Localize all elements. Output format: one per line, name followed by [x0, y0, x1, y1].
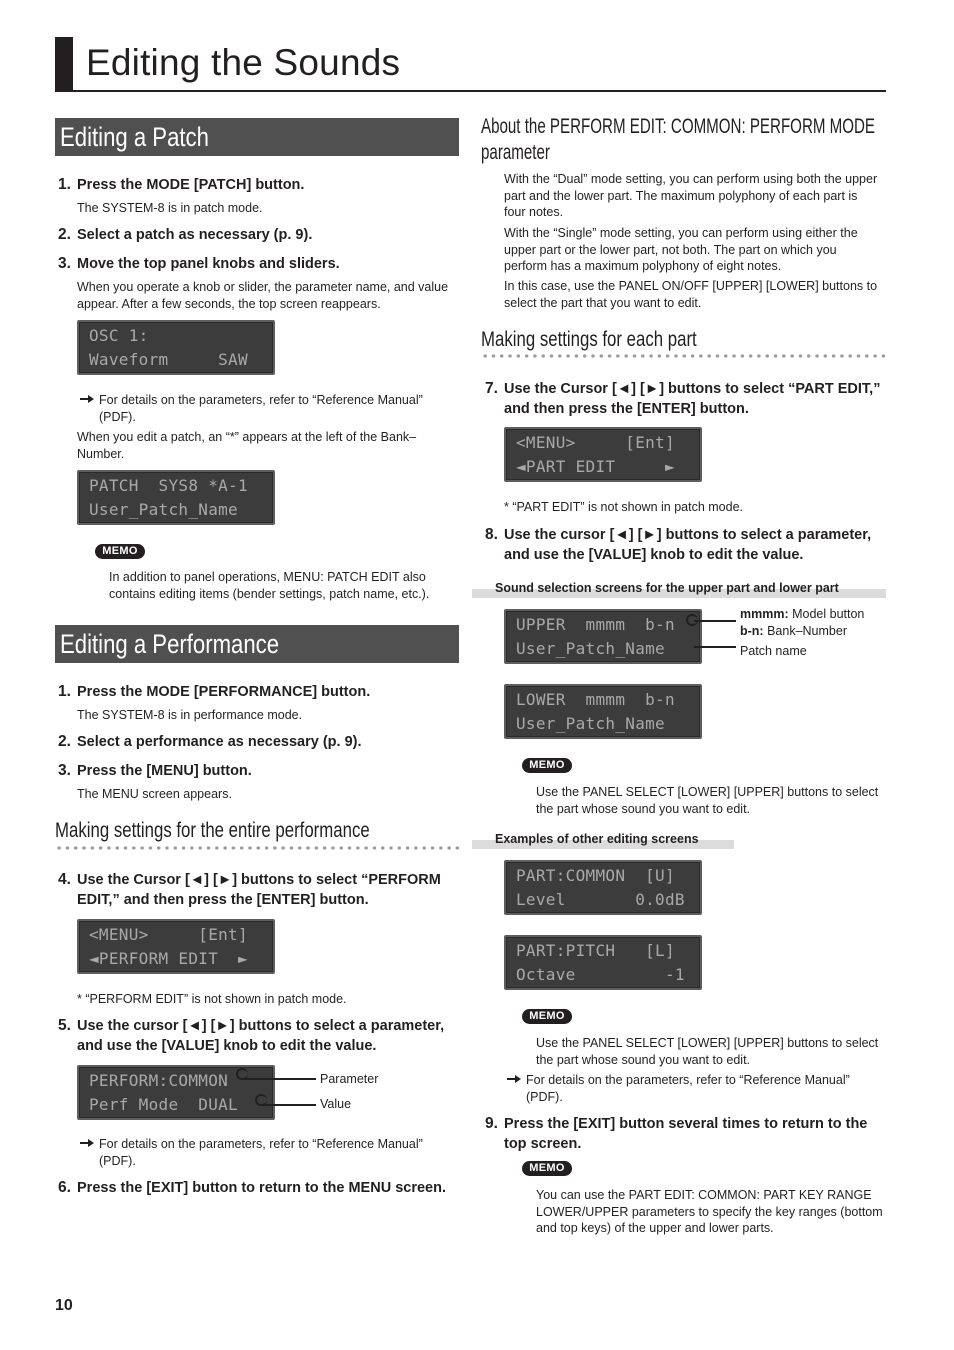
step-2-patch: 2. Select a patch as necessary (p. 9). [58, 226, 313, 243]
part-edit-footnote: * “PART EDIT” is not shown in patch mode. [504, 500, 743, 514]
reference-manual-note-part: For details on the parameters, refer to “Reference Manual” (PDF). [526, 1073, 850, 1104]
lcd-part-common [504, 860, 702, 915]
about-perform-mode-header-line2: parameter [481, 141, 550, 164]
panel-on-off-paragraph: In this case, use the PANEL ON/OFF [UPPER] [LOWER] buttons to select the part that you want to edit. [504, 279, 878, 310]
section-header-editing-performance: Editing a Performance [55, 625, 459, 663]
lcd-lower-part [504, 684, 702, 739]
lcd-line-1: LOWER mmmm b-n [516, 690, 675, 709]
lcd-line-2: User_Patch_Name [516, 639, 665, 658]
lcd-menu-perform-edit [77, 919, 275, 974]
memo-key-range: You can use the PART EDIT: COMMON: PART KEY RANGE LOWER/UPPER parameters to specify the key ranges (bottom and top keys) of the upper and lower parts. [536, 1188, 883, 1235]
memo-panel-select-1: Use the PANEL SELECT [LOWER] [UPPER] buttons to select the part whose sound you want to edit. [536, 785, 879, 816]
memo-badge: MEMO [522, 1009, 572, 1024]
callout-model-button: mmmm: Model button [740, 607, 865, 621]
single-mode-paragraph: With the “Single” mode setting, you can perform using either the upper part or the lower part, not both. The part on which you perform has a maximum polyphony of eight notes. [504, 226, 858, 273]
lcd-line-1: PART:COMMON [U] [516, 866, 675, 885]
reference-manual-note-performance: For details on the parameters, refer to “Reference Manual” (PDF). [99, 1137, 423, 1168]
memo-badge: MEMO [95, 544, 145, 559]
sub-header-entire-performance: Making settings for the entire performance [55, 819, 370, 842]
step-9-part: 9. Press the [EXIT] button several times to return to the top screen. [485, 1115, 868, 1152]
lcd-line-1: UPPER mmmm b-n [516, 615, 675, 634]
lcd-patch-name [77, 470, 275, 525]
lcd-line-1: PART:PITCH [L] [516, 941, 675, 960]
lcd-line-2: User_Patch_Name [516, 714, 665, 733]
lcd-line-1: <MENU> [Ent] [89, 925, 248, 944]
step-7-part: 7. Use the Cursor [◄] [►] buttons to select “PART EDIT,” and then press the [ENTER] button. [485, 380, 881, 417]
step-1-performance-note: The SYSTEM-8 is in performance mode. [77, 708, 303, 722]
dotted-rule [55, 846, 459, 850]
step-8-part: 8. Use the cursor [◄] [►] buttons to select a parameter, and use the [VALUE] knob to edit the value. [485, 526, 872, 563]
memo-patch-edit: In addition to panel operations, MENU: PATCH EDIT also contains editing items (bender settings, patch name, etc.). [109, 570, 430, 601]
step-3-performance: 3. Press the [MENU] button. [58, 762, 252, 779]
lcd-line-2: ◄PART EDIT ► [516, 457, 675, 476]
memo-panel-select-2: Use the PANEL SELECT [LOWER] [UPPER] buttons to select the part whose sound you want to edit. [536, 1036, 879, 1067]
lcd-menu-part-edit [504, 427, 702, 482]
callout-bank-number: b-n: Bank–Number [740, 624, 847, 638]
reference-manual-note-patch: For details on the parameters, refer to “Reference Manual” (PDF). [99, 393, 423, 424]
page-number: 10 [55, 1297, 73, 1314]
right-arrow-icon [80, 1138, 94, 1148]
callout-line [694, 646, 736, 648]
step-3-performance-note: The MENU screen appears. [77, 787, 232, 801]
right-arrow-icon [80, 394, 94, 404]
title-bar-marker [55, 37, 73, 91]
memo-badge: MEMO [522, 1161, 572, 1176]
callout-line [694, 620, 736, 622]
callout-line [263, 1104, 316, 1106]
sub-header-each-part: Making settings for each part [481, 328, 697, 351]
title-rule [55, 90, 886, 92]
lcd-upper-part [504, 609, 702, 664]
page-title: Editing the Sounds [86, 42, 401, 83]
perform-edit-footnote: * “PERFORM EDIT” is not shown in patch mode. [77, 992, 347, 1006]
about-perform-mode-header-line1: About the PERFORM EDIT: COMMON: PERFORM MODE [481, 115, 876, 138]
step-6-performance: 6. Press the [EXIT] button to return to the MENU screen. [58, 1179, 446, 1196]
lcd-line-1: <MENU> [Ent] [516, 433, 675, 452]
step-2-performance: 2. Select a performance as necessary (p. 9). [58, 733, 362, 750]
edit-asterisk-note: When you edit a patch, an “*” appears at the left of the Bank–Number. [77, 430, 417, 461]
memo-badge: MEMO [522, 758, 572, 773]
step-5-performance: 5. Use the cursor [◄] [►] buttons to select a parameter, and use the [VALUE] knob to edit the value. [58, 1017, 445, 1054]
band-other-screens: Examples of other editing screens [495, 832, 699, 846]
callout-line [244, 1078, 316, 1080]
step-1-patch: 1. Press the MODE [PATCH] button. [58, 176, 305, 193]
lcd-line-1: PATCH SYS8 *A-1 [89, 476, 248, 495]
right-arrow-icon [507, 1074, 521, 1084]
lcd-line-2: User_Patch_Name [89, 500, 238, 519]
lcd-line-2: Level 0.0dB [516, 890, 685, 909]
step-3-patch: 3. Move the top panel knobs and sliders. [58, 255, 340, 272]
section-header-editing-patch: Editing a Patch [55, 118, 459, 156]
lcd-osc-waveform [77, 320, 275, 375]
lcd-line-2: ◄PERFORM EDIT ► [89, 949, 248, 968]
band-sound-selection: Sound selection screens for the upper part and lower part [495, 581, 839, 595]
lcd-line-2: Octave -1 [516, 965, 685, 984]
step-4-performance: 4. Use the Cursor [◄] [►] buttons to select “PERFORM EDIT,” and then press the [ENTER] button. [58, 871, 441, 908]
step-1-patch-note: The SYSTEM-8 is in patch mode. [77, 201, 263, 215]
callout-value: Value [320, 1097, 352, 1111]
dotted-rule [481, 354, 886, 358]
lcd-line-1: PERFORM:COMMON [89, 1071, 229, 1090]
callout-parameter: Parameter [320, 1072, 379, 1086]
dual-mode-paragraph: With the “Dual” mode setting, you can perform using both the upper part and the lower part. The maximum polyphony of each part is four notes. [504, 172, 878, 219]
step-1-performance: 1. Press the MODE [PERFORMANCE] button. [58, 683, 371, 700]
lcd-line-2: Waveform SAW [89, 350, 248, 369]
lcd-line-1: OSC 1: [89, 326, 149, 345]
lcd-line-2: Perf Mode DUAL [89, 1095, 238, 1114]
step-3-patch-note: When you operate a knob or slider, the parameter name, and value appear. After a few seconds, the top screen reappears. [77, 280, 449, 311]
lcd-part-pitch [504, 935, 702, 990]
callout-patch-name: Patch name [740, 644, 807, 658]
